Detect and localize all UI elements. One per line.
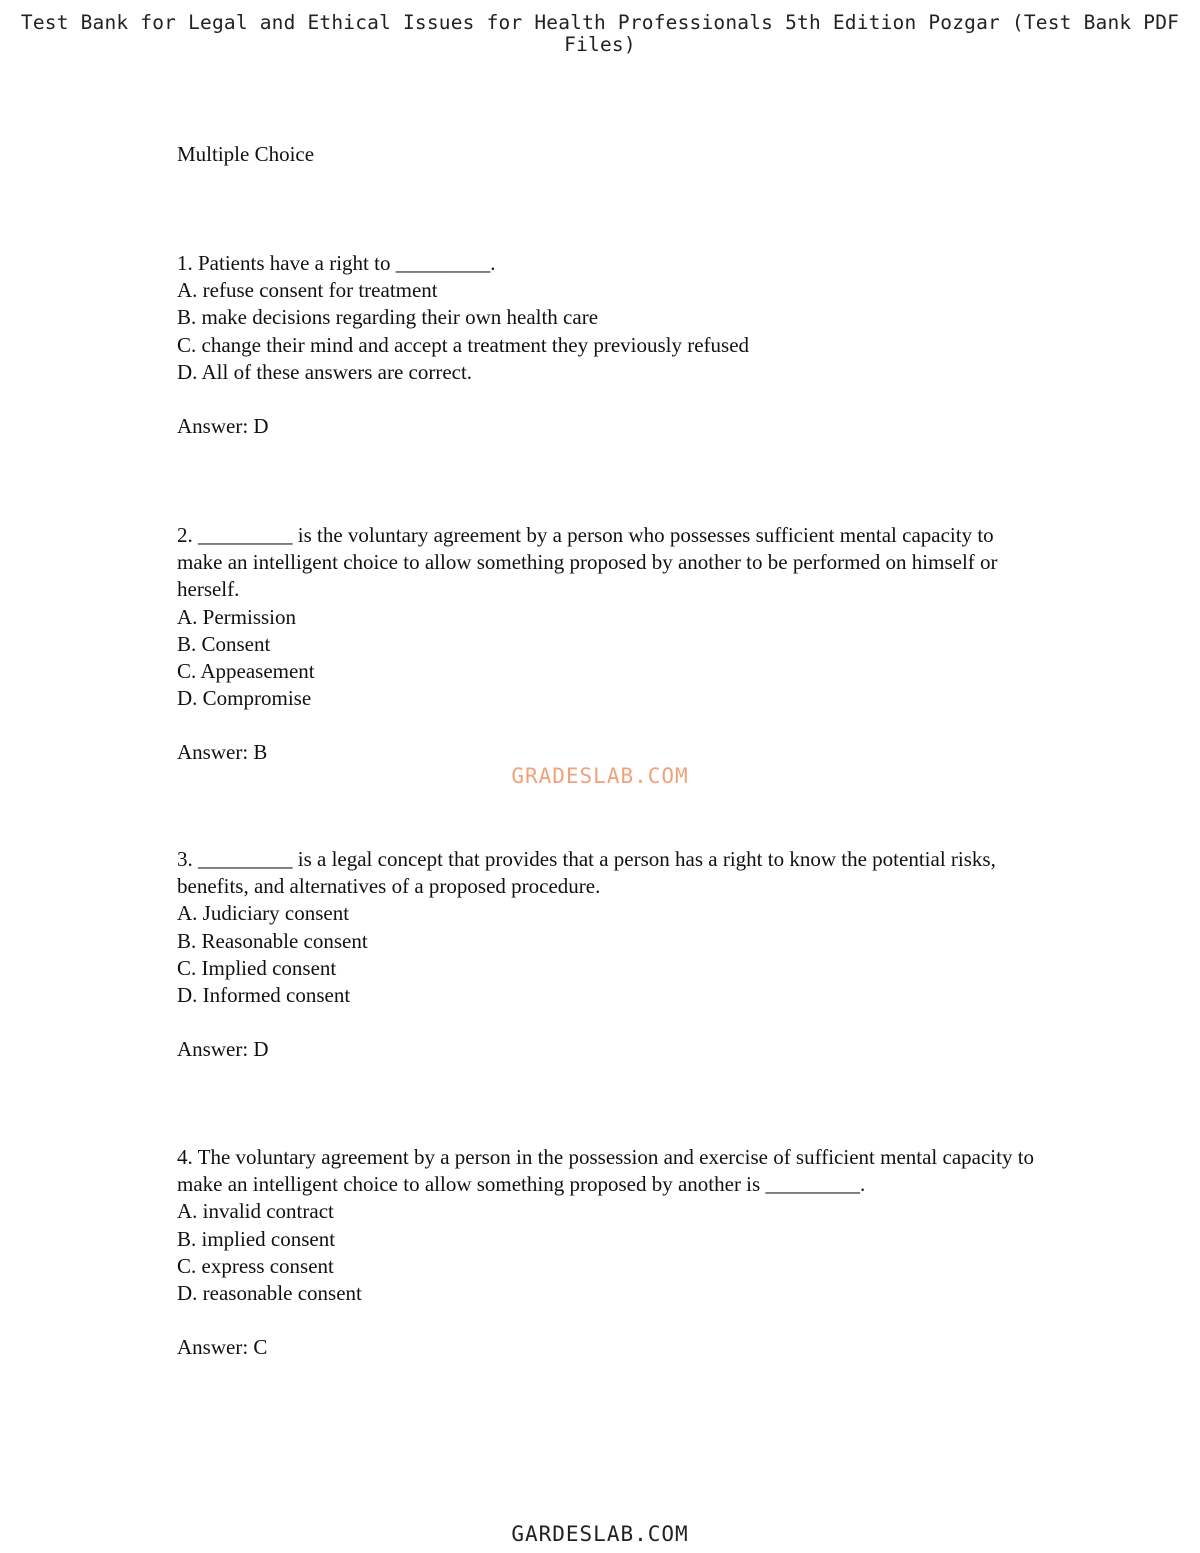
answer-key: Answer: D	[177, 1037, 269, 1062]
answer-option: D. All of these answers are correct.	[177, 359, 473, 384]
answer-option: B. Consent	[177, 631, 271, 656]
document-title: Test Bank for Legal and Ethical Issues for Health Professionals 5th Edition Pozgar (Test Bank PDF Files)	[20, 11, 1180, 56]
question-2	[177, 522, 1037, 767]
answer-option: C. express consent	[177, 1253, 334, 1278]
question-text: 2. _________ is the voluntary agreement by a person who possesses sufficient mental capacity to make an intelligent choice to allow something proposed by another to be performed on himself or herself.	[177, 523, 1003, 602]
answer-key: Answer: B	[177, 740, 268, 765]
answer-option: D. Compromise	[177, 686, 312, 711]
watermark-footer: GARDESLAB.COM	[511, 1522, 689, 1546]
section-heading: Multiple Choice	[177, 142, 315, 166]
answer-option: D. Informed consent	[177, 983, 351, 1008]
answer-key: Answer: D	[177, 414, 269, 439]
watermark-middle: GRADESLAB.COM	[511, 764, 689, 788]
question-3	[177, 846, 1037, 1063]
question-text: 1. Patients have a right to _________.	[177, 251, 496, 275]
answer-option: A. Permission	[177, 604, 297, 629]
answer-option: A. refuse consent for treatment	[177, 278, 438, 303]
answer-option: D. reasonable consent	[177, 1281, 362, 1306]
answer-option: C. change their mind and accept a treatment they previously refused	[177, 332, 750, 357]
answer-option: A. invalid contract	[177, 1199, 334, 1224]
answer-option: A. Judiciary consent	[177, 901, 350, 926]
answer-option: B. Reasonable consent	[177, 928, 368, 953]
answer-option: B. implied consent	[177, 1226, 336, 1251]
question-1	[177, 250, 1037, 440]
question-text: 3. _________ is a legal concept that provides that a person has a right to know the potential risks, benefits, and alternatives of a proposed procedure.	[177, 847, 1002, 899]
answer-key: Answer: C	[177, 1335, 268, 1360]
answer-option: C. Appeasement	[177, 659, 315, 684]
answer-option: C. Implied consent	[177, 955, 337, 980]
question-text: 4. The voluntary agreement by a person in the possession and exercise of sufficient mental capacity to make an intelligent choice to allow something proposed by another is _________.	[177, 1145, 1040, 1197]
answer-option: B. make decisions regarding their own health care	[177, 305, 599, 330]
question-4	[177, 1144, 1040, 1361]
